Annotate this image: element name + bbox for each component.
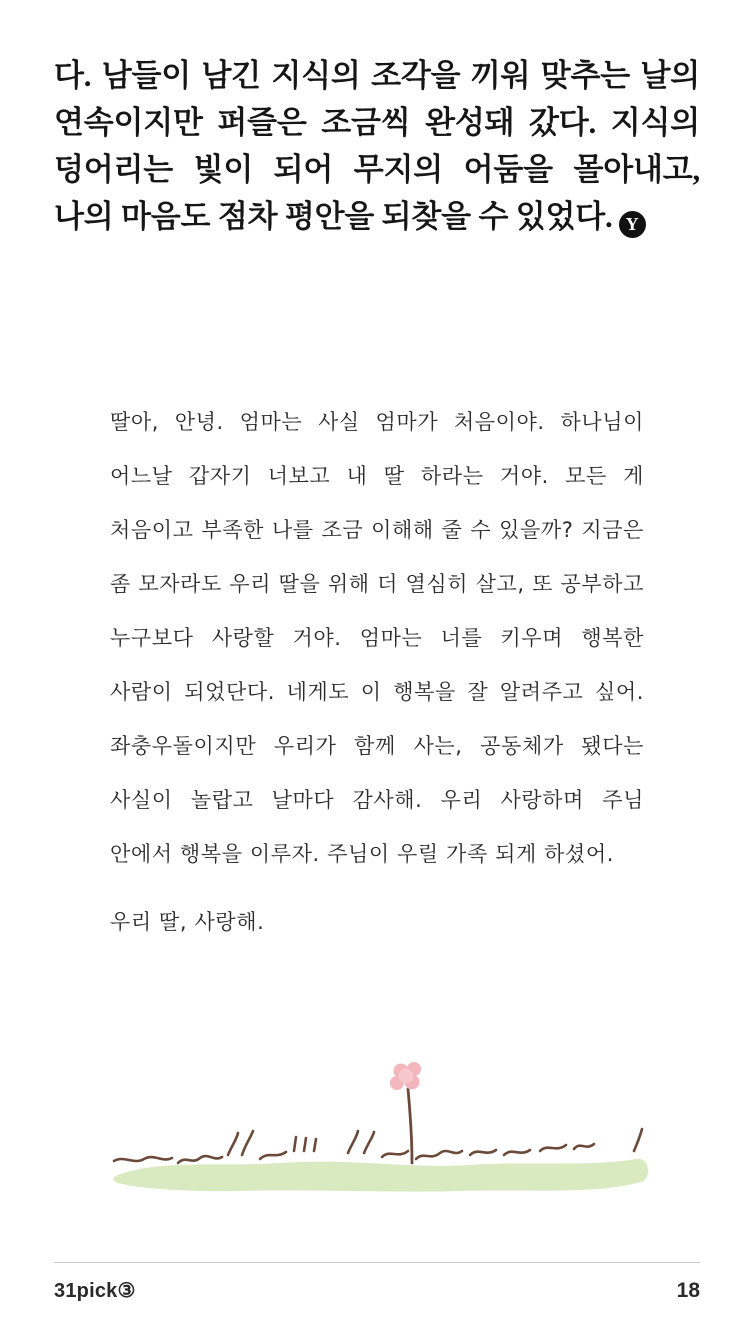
footer-page-number: 18 [676, 1278, 700, 1302]
letter-body: 딸아, 안녕. 엄마는 사실 엄마가 처음이야. 하나님이 어느날 갑자기 너보고 내 딸 하라는 거야. 모든 게 처음이고 부족한 나를 조금 이해해 줄 수 있을까? 지금은 좀 모자라도 우리 딸을 위해 더 열심히 살고, 또 공부하고 누구보다 사랑할 거야. 엄마는 너를 키우며 행복한 사람이 되었단다. 네게도 이 행복을 잘 알려주고 싶어. 좌충우돌이지만 우리가 함께 사는, 공동체가 됐다는 사실이 놀랍고 날마다 감사해. 우리 사랑하며 주님 안에서 행복을 이루자. 주님이 우릴 가족 되게 하셨어. [110, 410, 644, 866]
flower-head [390, 1062, 421, 1090]
grass-patch-shape [114, 1159, 649, 1192]
illustration-container [100, 1055, 660, 1215]
body-text-block [54, 52, 700, 240]
page-footer [54, 1278, 700, 1303]
main-paragraph-text: 다. 남들이 남긴 지식의 조각을 끼워 맞추는 날의 연속이지만 퍼즐은 조금씩 완성돼 갔다. 지식의 덩어리는 빛이 되어 무지의 어둠을 몰아내고, 나의 마음도 점차 평안을 되찾을 수 있었다. [54, 58, 700, 234]
footer-book-label: 31pick③ [54, 1280, 136, 1302]
main-paragraph [54, 52, 700, 240]
letter-block [110, 395, 644, 949]
footer-divider [54, 1262, 700, 1263]
grass-strokes [114, 1129, 642, 1163]
end-mark-badge: Y [619, 211, 646, 238]
letter-signoff: 우리 딸, 사랑해. [110, 910, 265, 934]
flower-and-grass-icon [100, 1055, 660, 1215]
